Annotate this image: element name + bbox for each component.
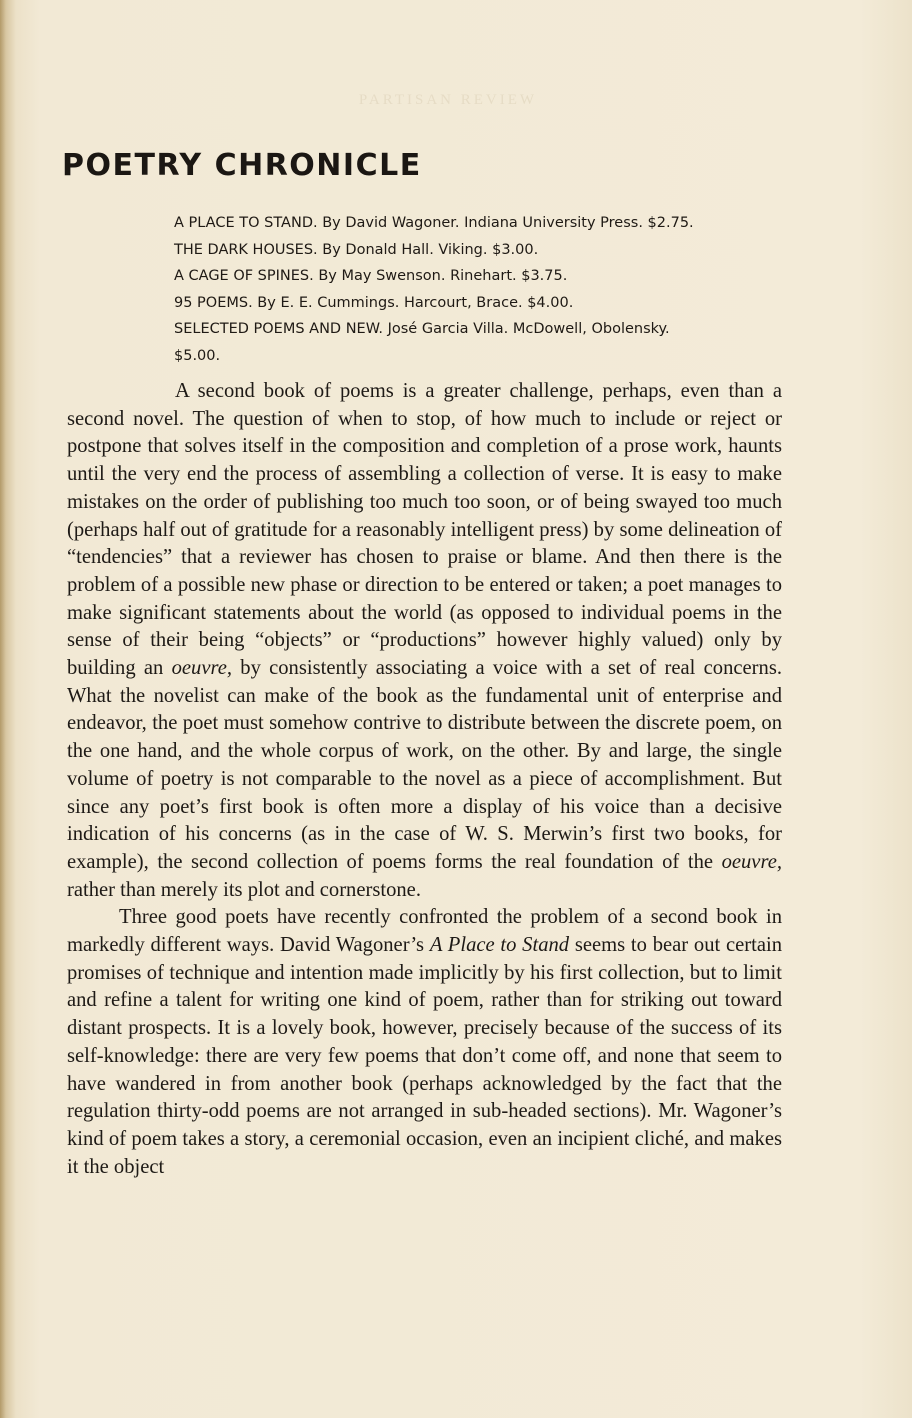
paragraph-2-text-a: Three good poets have recently confronted the problem of a second book in markedly different ways. David Wagoner’s <box>67 906 782 957</box>
book-entry: 95 POEMS. By E. E. Cummings. Harcourt, Brace. $4.00. <box>174 294 574 311</box>
book-entry: A CAGE OF SPINES. By May Swenson. Rinehart. $3.75. <box>174 268 568 285</box>
paragraph-1-text-b: by consistently associating a voice with a set of real concerns. What the novelist can make of the book as the fundamental unit of enterprise and endeavor, the poet must somehow contrive to distribute between the discrete poem, on the one hand, and the whole corpus of work, on the other. By and large, the single volume of poetry is not comparable to the novel as a piece of accomplishment. But since any poet’s first book is often more a display of his voice than a decisive indication of his concerns (as in the case of W. S. Merwin’s first two books, for example), the second collection of poems forms the real foundation of the <box>67 657 782 873</box>
paragraph-2-text-b: seems to bear out certain promises of technique and intention made implicitly by his first collection, but to limit and refine a talent for writing one kind of poem, rather than for striking out toward distant prospects. It is a lovely book, however, precisely because of the success of its self-knowledge: there are very few poems that don’t come off, and none that seem to have wandered in from another book (perhaps acknowledged by the fact that the regulation thirty-odd poems are not arranged in sub-headed sections). Mr. Wagoner’s kind of poem takes a story, a ceremonial occasion, even an incipient cliché, and makes it the object <box>67 934 782 1178</box>
paragraph-2 <box>67 904 782 1181</box>
italic-book-title: A Place to Stand <box>429 934 570 957</box>
book-entry-price: $5.00. <box>174 347 221 364</box>
running-head-show-through: PARTISAN REVIEW <box>358 92 538 108</box>
italic-term: oeuvre, <box>721 850 782 873</box>
article-body <box>67 378 782 1181</box>
paragraph-1-text-c: rather than merely its plot and cornerstone. <box>67 878 421 901</box>
book-entry: SELECTED POEMS AND NEW. José Garcia Villa. McDowell, Obolensky. <box>174 321 670 338</box>
paragraph-1-text-a: A second book of poems is a greater challenge, perhaps, even than a second novel. The question of when to stop, of how much to include or reject or postpone that solves itself in the composition and completion of a prose work, haunts until the very end the process of assembling a collection of verse. It is easy to make mistakes on the order of publishing too much too soon, or of being swayed too much (perhaps half out of gratitude for a reasonably intelligent press) by some delineation of “tendencies” that a reviewer has chosen to praise or blame. And then there is the problem of a possible new phase or direction to be entered or taken; a poet manages to make significant statements about the world (as opposed to individual poems in the sense of their being “objects” or “productions” however highly valued) only by building an <box>67 380 782 680</box>
paragraph-1 <box>67 378 782 904</box>
book-entry: THE DARK HOUSES. By Donald Hall. Viking. $3.00. <box>174 241 539 258</box>
chronicle-title: POETRY CHRONICLE <box>62 148 422 183</box>
italic-term: oeuvre, <box>171 657 233 680</box>
book-entry: A PLACE TO STAND. By David Wagoner. Indiana University Press. $2.75. <box>174 215 694 231</box>
reviewed-books-list <box>174 210 794 370</box>
